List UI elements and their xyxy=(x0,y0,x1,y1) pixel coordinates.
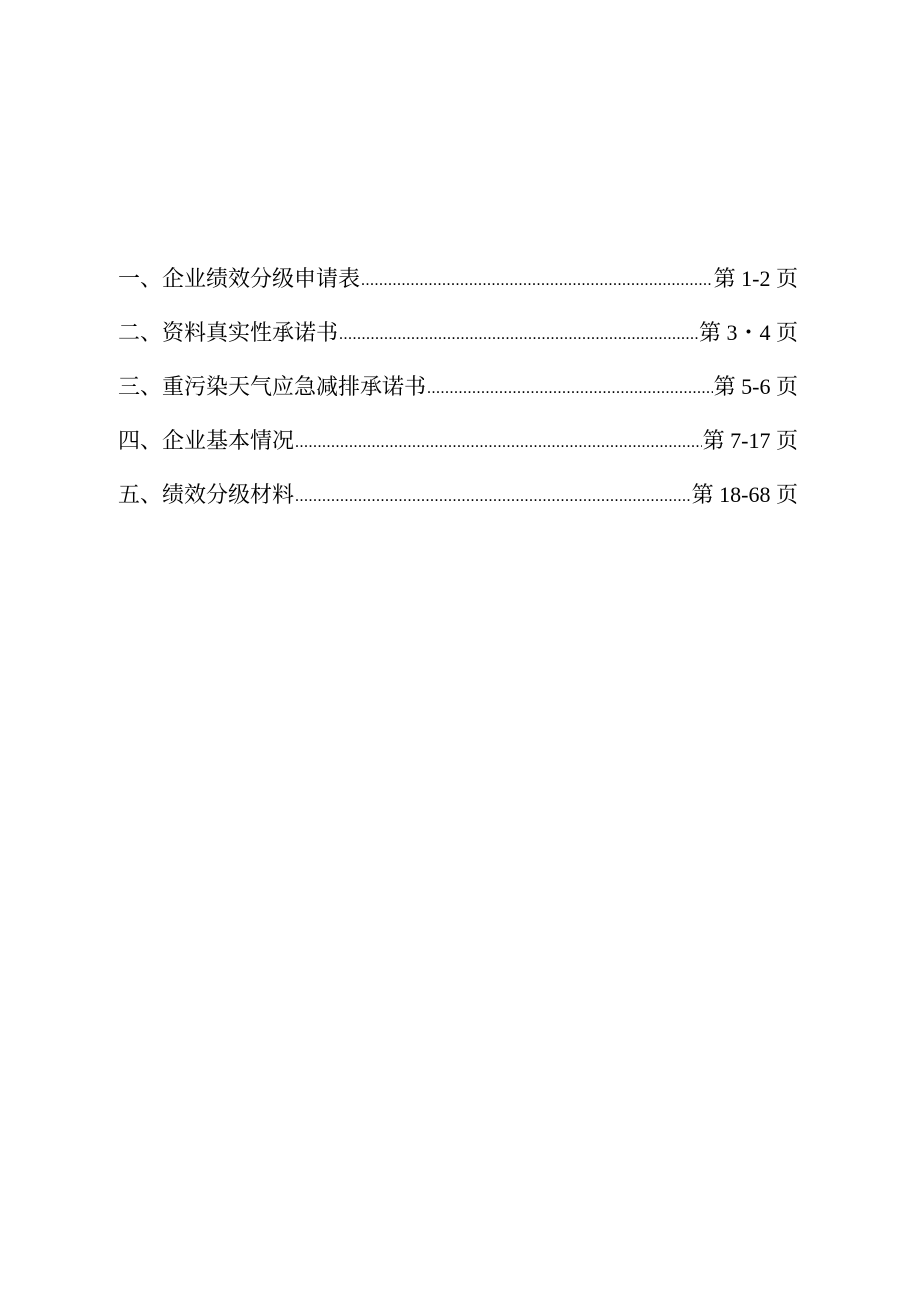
toc-entry-page: 第 18-68 页 xyxy=(691,482,798,507)
toc-entry-page: 第 3・4 页 xyxy=(698,320,798,345)
toc-entry[interactable] xyxy=(118,370,798,424)
toc-dot-leader xyxy=(339,318,698,352)
toc-entry-page: 第 1-2 页 xyxy=(713,266,798,291)
toc-entry-title: 一、企业绩效分级申请表 xyxy=(118,267,361,292)
table-of-contents xyxy=(118,262,798,532)
toc-dot-leader xyxy=(361,264,713,298)
toc-entry-title: 五、绩效分级材料 xyxy=(118,483,295,508)
toc-dot-leader xyxy=(295,480,691,514)
toc-entry-title: 四、企业基本情况 xyxy=(118,429,295,454)
toc-entry[interactable] xyxy=(118,316,798,370)
toc-entry[interactable] xyxy=(118,424,798,478)
toc-entry-title: 二、资料真实性承诺书 xyxy=(118,321,339,346)
toc-entry-page: 第 7-17 页 xyxy=(702,428,798,453)
toc-entry-page: 第 5-6 页 xyxy=(713,374,798,399)
toc-entry-title: 三、重污染天气应急减排承诺书 xyxy=(118,375,427,400)
toc-dot-leader xyxy=(295,426,702,460)
toc-dot-leader xyxy=(427,372,713,406)
toc-entry[interactable] xyxy=(118,262,798,316)
toc-entry[interactable] xyxy=(118,478,798,532)
